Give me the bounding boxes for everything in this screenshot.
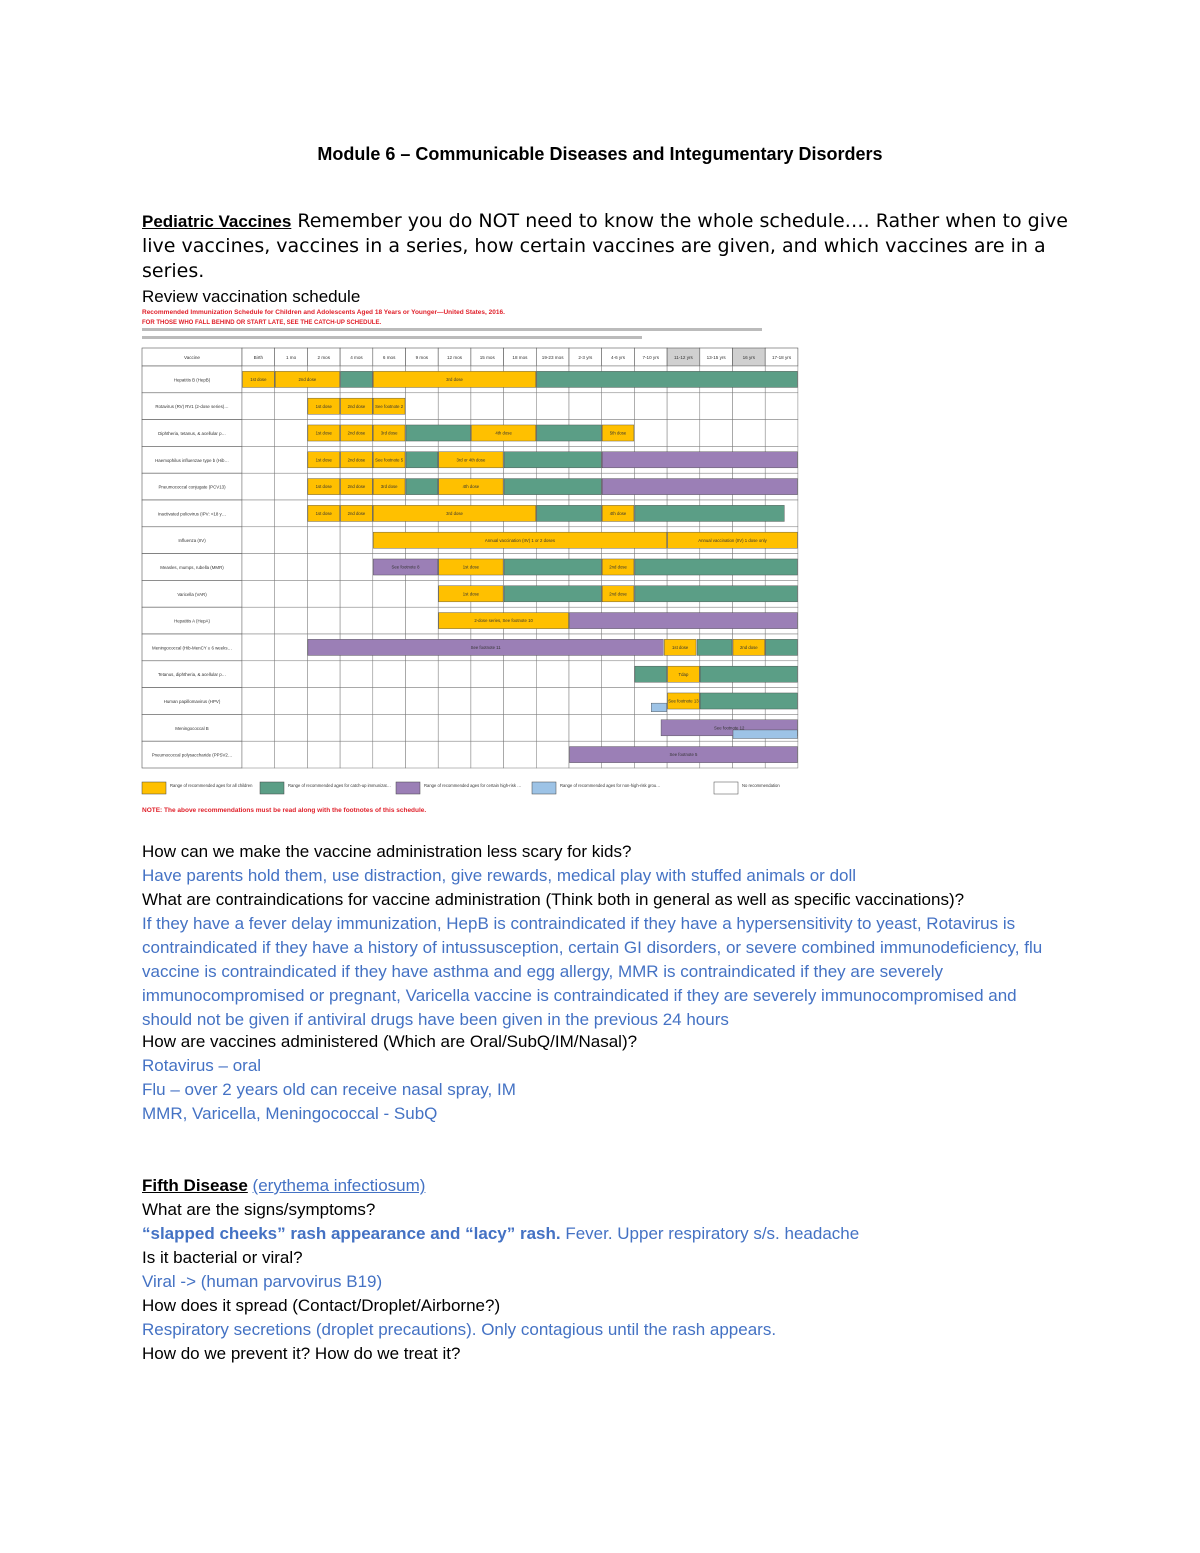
schedule-bar-label: See footnote 5 <box>669 752 698 758</box>
schedule-cell <box>536 741 569 768</box>
schedule-cell <box>307 714 340 741</box>
schedule-cell <box>765 420 798 447</box>
schedule-bar-label: 1st dose <box>315 403 332 409</box>
schedule-cell <box>569 688 602 715</box>
schedule-bar <box>504 452 601 468</box>
schedule-cell <box>373 714 406 741</box>
schedule-cell <box>765 393 798 420</box>
fifth-question-1: What are the signs/symptoms? <box>142 1200 376 1219</box>
schedule-bar-label: 1st dose <box>672 645 689 650</box>
schedule-bar-label: 4th dose <box>462 484 480 490</box>
header-label: 13-15 yrs <box>706 355 726 360</box>
pediatric-vaccines-intro <box>142 209 1072 284</box>
schedule-cell <box>602 661 635 688</box>
schedule-bar <box>537 505 601 521</box>
schedule-cell <box>242 500 275 527</box>
schedule-cell <box>602 393 635 420</box>
schedule-cell <box>471 714 504 741</box>
schedule-cell <box>569 714 602 741</box>
chart-description-line-2 <box>142 336 642 339</box>
schedule-cell <box>242 420 275 447</box>
schedule-legend <box>142 782 780 794</box>
schedule-bar-label: 5th dose <box>609 430 627 436</box>
schedule-cell <box>406 661 439 688</box>
schedule-cell <box>406 714 439 741</box>
schedule-bar-label: 2-dose series, See footnote 10 <box>474 618 533 624</box>
schedule-cell <box>275 661 308 688</box>
header-label: 1 mo <box>285 355 297 360</box>
row-label: Diphtheria, tetanus, & acellular p… <box>158 431 226 436</box>
schedule-bar-label: 2nd dose <box>347 457 366 463</box>
schedule-cell <box>242 393 275 420</box>
schedule-cell <box>438 393 471 420</box>
schedule-bar-label: 1st dose <box>315 430 332 436</box>
schedule-bar <box>406 452 438 468</box>
schedule-cell <box>634 420 667 447</box>
schedule-cell <box>275 634 308 661</box>
schedule-bar-label: 2nd dose <box>347 511 366 516</box>
schedule-cell <box>242 607 275 634</box>
header-label: 2 mos <box>317 355 331 360</box>
question-3: How are vaccines administered (Which are Oral/SubQ/IM/Nasal)? <box>142 1032 638 1051</box>
schedule-cell <box>275 607 308 634</box>
schedule-cell <box>242 527 275 554</box>
schedule-cell <box>569 393 602 420</box>
chart-title: Recommended Immunization Schedule for Children and Adolescents Aged 18 Years or Younger—United States, 2016. <box>142 309 505 316</box>
schedule-cell <box>504 661 537 688</box>
schedule-cell <box>471 741 504 768</box>
schedule-cell <box>536 661 569 688</box>
schedule-cell <box>275 527 308 554</box>
row-label: Influenza (IIV) <box>178 538 206 544</box>
schedule-cell <box>536 714 569 741</box>
schedule-cell <box>242 473 275 500</box>
review-schedule-label: Review vaccination schedule <box>142 287 361 306</box>
schedule-bar <box>635 505 784 521</box>
schedule-cell <box>602 714 635 741</box>
schedule-bar-label: Annual vaccination (IIV) 1 or 2 doses <box>484 537 556 543</box>
answer-3-subq: MMR, Varicella, Meningococcal - SubQ <box>142 1104 438 1123</box>
schedule-cell <box>275 688 308 715</box>
schedule-cell <box>536 393 569 420</box>
schedule-cell <box>373 741 406 768</box>
question-2: What are contraindications for vaccine administration (Think both in general as well as specific vaccinations)? <box>142 890 965 909</box>
schedule-cell <box>242 688 275 715</box>
schedule-bar <box>406 479 438 495</box>
legend-swatch <box>260 782 284 794</box>
schedule-cell <box>406 393 439 420</box>
row-label: Hepatitis A (HepA) <box>174 618 210 624</box>
fifth-disease-heading-line <box>142 1174 425 1198</box>
header-label: 9 mos <box>415 355 429 360</box>
schedule-bar-label: Annual vaccination (IIV) 1 dose only <box>698 537 767 543</box>
fifth-answer-3: Respiratory secretions (droplet precautions). Only contagious until the rash appears. <box>142 1320 777 1339</box>
schedule-cell <box>504 688 537 715</box>
schedule-cell <box>700 393 733 420</box>
schedule-bar-label: 2nd dose <box>347 484 366 490</box>
header-label: 2-3 yrs <box>578 355 593 360</box>
schedule-cell <box>242 661 275 688</box>
schedule-cell <box>275 580 308 607</box>
schedule-bar <box>406 425 470 441</box>
schedule-bar <box>602 452 797 468</box>
schedule-cell <box>275 420 308 447</box>
pediatric-vaccines-text: Remember you do NOT need to know the whole schedule…. Rather when to give live vaccines, vaccines in a series, how certain vaccines are given, and which vaccines are in a series. <box>142 210 1068 282</box>
schedule-bar-label: 3rd dose <box>446 511 463 516</box>
header-label: 17-18 yrs <box>771 355 792 360</box>
header-label: 15 mos <box>479 355 495 360</box>
schedule-cell <box>406 741 439 768</box>
schedule-bar-label: See footnote 13 <box>668 698 699 704</box>
schedule-bar-label: 2nd dose <box>298 377 317 382</box>
schedule-bar-label: See footnote 5 <box>375 457 404 463</box>
schedule-cell <box>373 607 406 634</box>
schedule-bar <box>697 639 732 655</box>
fifth-answer-1-bold: “slapped cheeks” rash appearance and “lacy” rash. <box>142 1224 561 1243</box>
schedule-cell <box>340 554 373 581</box>
schedule-bar-label: See footnote 11 <box>470 645 501 650</box>
row-label: Varicella (VAR) <box>177 591 207 597</box>
header-label: 16 yrs <box>742 355 756 360</box>
schedule-cell <box>340 741 373 768</box>
header-label: 11-12 yrs <box>674 355 693 360</box>
schedule-cell <box>307 554 340 581</box>
row-label: Human papillomavirus (HPV) <box>163 699 221 704</box>
schedule-bar <box>570 613 798 629</box>
fifth-disease-subheading: (erythema infectiosum) <box>252 1176 426 1195</box>
row-label: Measles, mumps, rubella (MMR) <box>160 565 224 570</box>
schedule-cell <box>438 661 471 688</box>
schedule-cell <box>275 741 308 768</box>
schedule-bar-label: 1st dose <box>250 377 267 382</box>
schedule-cell <box>242 714 275 741</box>
schedule-bar <box>766 639 798 655</box>
chart-description-line-1 <box>142 328 762 331</box>
legend-swatch <box>396 782 420 794</box>
schedule-cell <box>275 446 308 473</box>
schedule-cell <box>471 661 504 688</box>
schedule-bar <box>504 586 601 602</box>
schedule-cell <box>504 714 537 741</box>
answer-3-nasal: Flu – over 2 years old can receive nasal spray, IM <box>142 1080 516 1099</box>
schedule-cell <box>569 661 602 688</box>
schedule-cell <box>242 446 275 473</box>
row-label: Pneumococcal conjugate (PCV13) <box>158 484 226 490</box>
schedule-cell <box>733 420 766 447</box>
schedule-bar-label: 1st dose <box>462 591 480 597</box>
fifth-disease-heading: Fifth Disease <box>142 1176 248 1195</box>
page-title: Module 6 – Communicable Diseases and Integumentary Disorders <box>317 144 883 164</box>
header-label: 12 mos <box>447 355 463 360</box>
fifth-answer-1-rest: Fever. Upper respiratory s/s. headache <box>560 1224 860 1243</box>
schedule-bar-label: See footnote 2 <box>375 403 404 409</box>
legend-label: Range of recommended ages for non-high-risk grou… <box>560 783 661 788</box>
fifth-question-3: How does it spread (Contact/Droplet/Airborne?) <box>142 1296 501 1315</box>
schedule-cell <box>700 420 733 447</box>
schedule-cell <box>242 634 275 661</box>
legend-label: Range of recommended ages for catch-up immunizat… <box>288 783 391 788</box>
fifth-question-4: How do we prevent it? How do we treat it? <box>142 1344 461 1363</box>
schedule-bar-label: 4th dose <box>609 511 627 516</box>
pediatric-vaccines-heading: Pediatric Vaccines <box>142 212 292 231</box>
schedule-grid <box>142 348 798 768</box>
schedule-cell <box>340 661 373 688</box>
schedule-bar <box>700 693 797 709</box>
row-label: Pneumococcal polysaccharide (PPSV2… <box>151 752 233 758</box>
schedule-bar <box>635 586 798 602</box>
schedule-cell <box>373 688 406 715</box>
schedule-bar-label: 1st dose <box>315 511 332 516</box>
schedule-bar <box>537 371 798 387</box>
schedule-cell <box>242 741 275 768</box>
legend-label: Range of recommended ages for all children <box>170 783 253 788</box>
schedule-bar-label: 3rd dose <box>446 377 463 382</box>
schedule-cell <box>504 393 537 420</box>
row-label: Rotavirus (RV) RV1 (2-dose series)… <box>155 404 229 410</box>
schedule-bar <box>700 666 797 682</box>
schedule-cell <box>471 688 504 715</box>
fifth-question-2: Is it bacterial or viral? <box>142 1248 303 1267</box>
header-label: Birth <box>253 355 264 360</box>
schedule-bar <box>635 666 667 682</box>
schedule-bar <box>602 479 797 495</box>
schedule-bar-label: 4th dose <box>495 430 512 436</box>
answer-2: If they have a fever delay immunization, HepB is contraindicated if they have a hypersensitivity to yeast, Rotavirus is contraindicated if they have a history of intussusception, certain GI disorders, or severe combined immunodeficiency, flu vaccine is contraindicated if they have asthma and egg allergy, MMR is contraindicated if they are severely immunocompromised or pregnant, Varicella vaccine is contraindicated if they are severely immunocompromised and should not be given if antiviral drugs have been given in the previous 24 hours <box>142 914 1043 1029</box>
schedule-cell <box>275 554 308 581</box>
schedule-cell <box>307 527 340 554</box>
legend-label: No recommendation <box>742 783 780 788</box>
header-label: Vaccine <box>183 355 201 360</box>
schedule-cell <box>373 580 406 607</box>
schedule-bar-label: 2nd dose <box>347 403 366 409</box>
schedule-cell <box>471 393 504 420</box>
schedule-bar-label: 2nd dose <box>740 645 758 650</box>
schedule-cell <box>242 554 275 581</box>
schedule-cell <box>406 607 439 634</box>
schedule-cell <box>406 580 439 607</box>
schedule-cell <box>504 741 537 768</box>
schedule-cell <box>307 688 340 715</box>
row-label: Tetanus, diphtheria, & acellular p… <box>157 672 227 678</box>
header-label: 4-6 yrs <box>611 355 626 360</box>
schedule-cell <box>307 580 340 607</box>
schedule-cell <box>340 527 373 554</box>
chart-note: NOTE: The above recommendations must be read along with the footnotes of this schedule. <box>142 807 427 814</box>
legend-swatch <box>714 782 738 794</box>
schedule-bar <box>651 703 666 712</box>
schedule-bar-label: 1st dose <box>462 564 480 570</box>
fifth-answer-1 <box>142 1222 859 1246</box>
schedule-cell <box>340 688 373 715</box>
schedule-cell <box>275 393 308 420</box>
schedule-bar-label: 3rd dose <box>380 430 398 436</box>
schedule-cell <box>307 607 340 634</box>
question-1: How can we make the vaccine administration less scary for kids? <box>142 842 632 861</box>
schedule-bar-label: 2nd dose <box>609 591 627 597</box>
schedule-cell <box>667 420 700 447</box>
header-label: 4 mos <box>350 355 363 360</box>
schedule-cell <box>602 688 635 715</box>
schedule-bar-label: 3rd or 4th dose <box>456 457 486 463</box>
row-label: Inactivated poliovirus (IPV: <18 y… <box>157 511 227 517</box>
answer-3-oral: Rotavirus – oral <box>142 1056 262 1075</box>
schedule-cell <box>733 393 766 420</box>
schedule-cell <box>340 607 373 634</box>
schedule-bar-label: 2nd dose <box>609 564 627 570</box>
schedule-cell <box>373 661 406 688</box>
schedule-cell <box>536 688 569 715</box>
row-label: Haemophilus influenzae type b (Hib… <box>155 457 229 463</box>
header-label: 18 mos <box>512 355 528 360</box>
header-label: 19-23 mos <box>541 355 564 360</box>
schedule-cell <box>275 500 308 527</box>
row-label: Meningococcal B <box>175 725 209 731</box>
schedule-bar-label: 3rd dose <box>380 484 398 490</box>
schedule-cell <box>438 741 471 768</box>
chart-subtitle: FOR THOSE WHO FALL BEHIND OR START LATE, SEE THE CATCH-UP SCHEDULE. <box>142 320 382 326</box>
schedule-bar-label: 1st dose <box>315 484 332 490</box>
schedule-bar <box>733 730 797 739</box>
schedule-cell <box>438 688 471 715</box>
fifth-answer-2: Viral -> (human parvovirus B19) <box>142 1272 383 1291</box>
schedule-bar-label: See footnote 12 <box>714 725 745 731</box>
row-label: Meningococcal (Hib-MenCY ≥ 6 weeks… <box>152 645 232 651</box>
schedule-bar-label: See footnote 8 <box>391 564 420 570</box>
schedule-cell <box>307 741 340 768</box>
schedule-bar-label: 2nd dose <box>347 430 366 436</box>
schedule-cell <box>340 580 373 607</box>
schedule-cell <box>275 714 308 741</box>
schedule-cell <box>667 393 700 420</box>
schedule-cell <box>307 661 340 688</box>
schedule-bar-label: Tdap <box>678 671 689 677</box>
schedule-bar-label: 1st dose <box>315 457 332 463</box>
schedule-cell <box>275 473 308 500</box>
schedule-bar <box>504 559 601 575</box>
row-label: Hepatitis B (HepB) <box>173 377 211 383</box>
schedule-cell <box>406 688 439 715</box>
schedule-cell <box>340 714 373 741</box>
schedule-bar <box>635 559 798 575</box>
schedule-bar <box>537 425 601 441</box>
legend-label: Range of recommended ages for certain high-risk … <box>424 783 522 788</box>
legend-swatch <box>142 782 166 794</box>
header-label: 7-10 yrs <box>642 355 660 360</box>
schedule-cell <box>242 580 275 607</box>
answer-1: Have parents hold them, use distraction, give rewards, medical play with stuffed animals or doll <box>142 866 857 885</box>
schedule-cell <box>634 393 667 420</box>
vaccination-schedule-chart <box>140 306 805 818</box>
header-label: 6 mos <box>382 355 396 360</box>
legend-swatch <box>532 782 556 794</box>
schedule-bar <box>341 371 373 387</box>
schedule-cell <box>438 714 471 741</box>
schedule-bar <box>504 479 601 495</box>
